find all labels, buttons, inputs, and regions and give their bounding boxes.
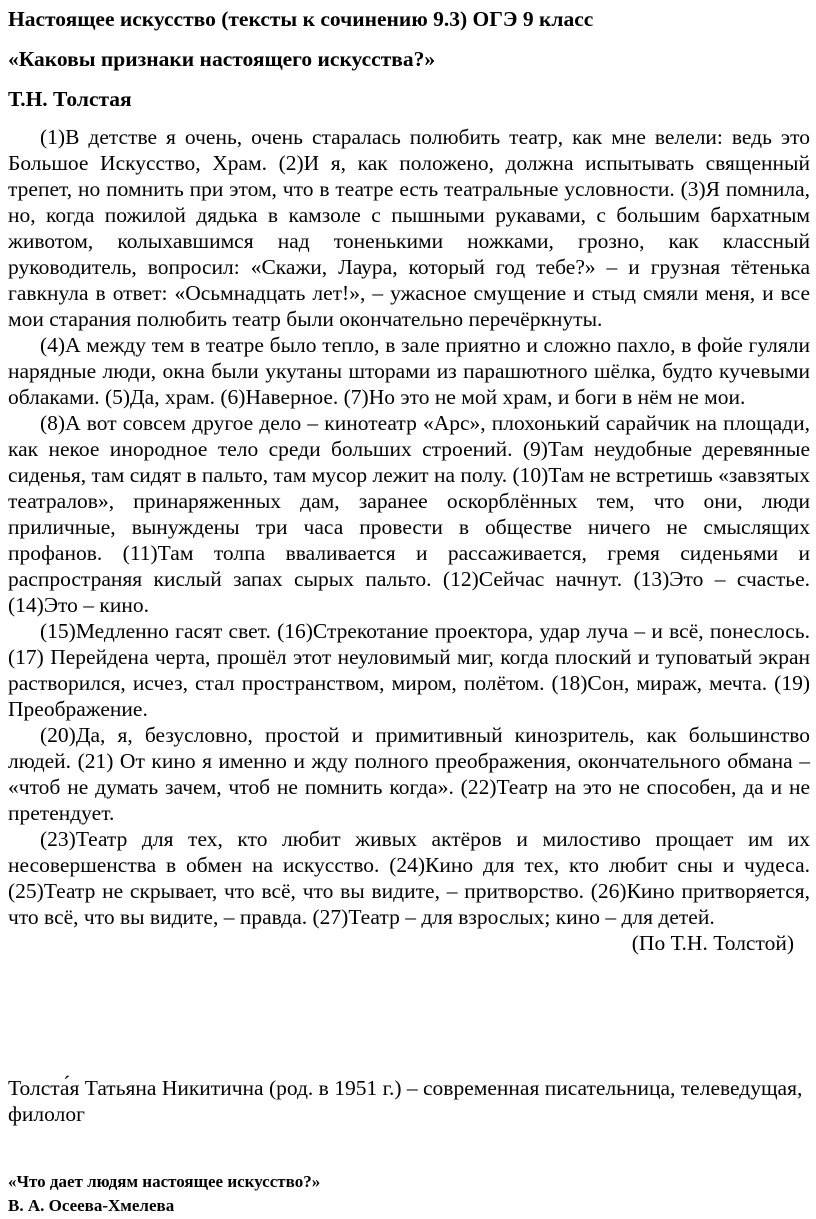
next-section-question: «Что дает людям настоящее искусство?»	[8, 1172, 321, 1191]
paragraph: (20)Да, я, безусловно, простой и примитивный кинозритель, как большинство людей. (21) От кино я именно и жду полного преображения, окончательного обмана – «чтоб не думать зачем, чтоб не помнить когда». (22)Театр на это не способен, да и не претендует.	[8, 723, 810, 825]
author-bio: Толста́я Татьяна Никитична (род. в 1951 г.) – современная писательница, телеведущая, филолог	[8, 1076, 803, 1126]
paragraph: (4)А между тем в театре было тепло, в зале приятно и сложно пахло, в фойе гуляли нарядные люди, окна были укутаны шторами из парашютного шёлка, будто кучевыми облаками. (5)Да, храм. (6)Наверное. (7)Но это не мой храм, и боги в нём не мои.	[8, 333, 810, 409]
paragraph: (1)В детстве я очень, очень старалась полюбить театр, как мне велели: ведь это Большое Искусство, Храм. (2)И я, как положено, должна испытывать священный трепет, но помнить при этом, что в театре есть театральные условности. (3)Я помнила, но, когда пожилой дядька в камзоле с пышными рукавами, с большим бархатным животом, колыхавшимся над тоненькими ножками, грозно, как классный руководитель, вопросил: «Скажи, Лаура, который год тебе?» – и грузная тётенька гавкнула в ответ: «Осьмнадцать лет!», – ужасное смущение и стыд смяли меня, и все мои старания полюбить театр были окончательно перечёркнуты.	[8, 125, 810, 331]
paragraph-text: (23)Театр для тех, кто любит живых актёров и милостиво прощает им их несовершенства в обмен на искусство. (24)Кино для тех, кто любит сны и чудеса. (25)Театр не скрывает, что всё, что вы видите, – притворство. (26)Кино притворяется, что всё, что вы видите, – правда. (27)Театр – для взрослых; кино – для детей.	[8, 827, 810, 929]
text-author: Т.Н. Толстая	[8, 87, 132, 111]
next-section-author: В. А. Осеева-Хмелева	[8, 1196, 175, 1215]
paragraph: (15)Медленно гасят свет. (16)Стрекотание проектора, удар луча – и всё, понеслось. (17) Перейдена черта, прошёл этот неуловимый миг, когда плоский и туповатый экран растворился, исчез, стал пространством, миром, полётом. (18)Сон, мираж, мечта. (19) Преображение.	[8, 619, 810, 721]
essay-question: «Каковы признаки настоящего искусства?»	[8, 47, 436, 71]
document-title: Настоящее искусство (тексты к сочинению 9.3) ОГЭ 9 класс	[8, 7, 594, 31]
source-signature: (По Т.Н. Толстой)	[631, 931, 794, 955]
paragraph-last	[8, 826, 810, 955]
paragraph: (8)А вот совсем другое дело – кинотеатр «Арс», плохонький сарайчик на площади, как некое инородное тело среди больших строений. (9)Там неудобные деревянные сиденья, там сидят в пальто, там мусор лежит на полу. (10)Там не встретишь «завзятых театралов», принаряженных дам, заранее оскорблённых тем, что они, люди приличные, вынуждены три часа провести в обществе ничего не смыслящих профанов. (11)Там толпа вваливается и рассаживается, гремя сиденьями и распространяя кислый запах сырых пальто. (12)Сейчас начнут. (13)Это – счастье. (14)Это – кино.	[8, 411, 810, 617]
essay-text	[8, 124, 810, 956]
